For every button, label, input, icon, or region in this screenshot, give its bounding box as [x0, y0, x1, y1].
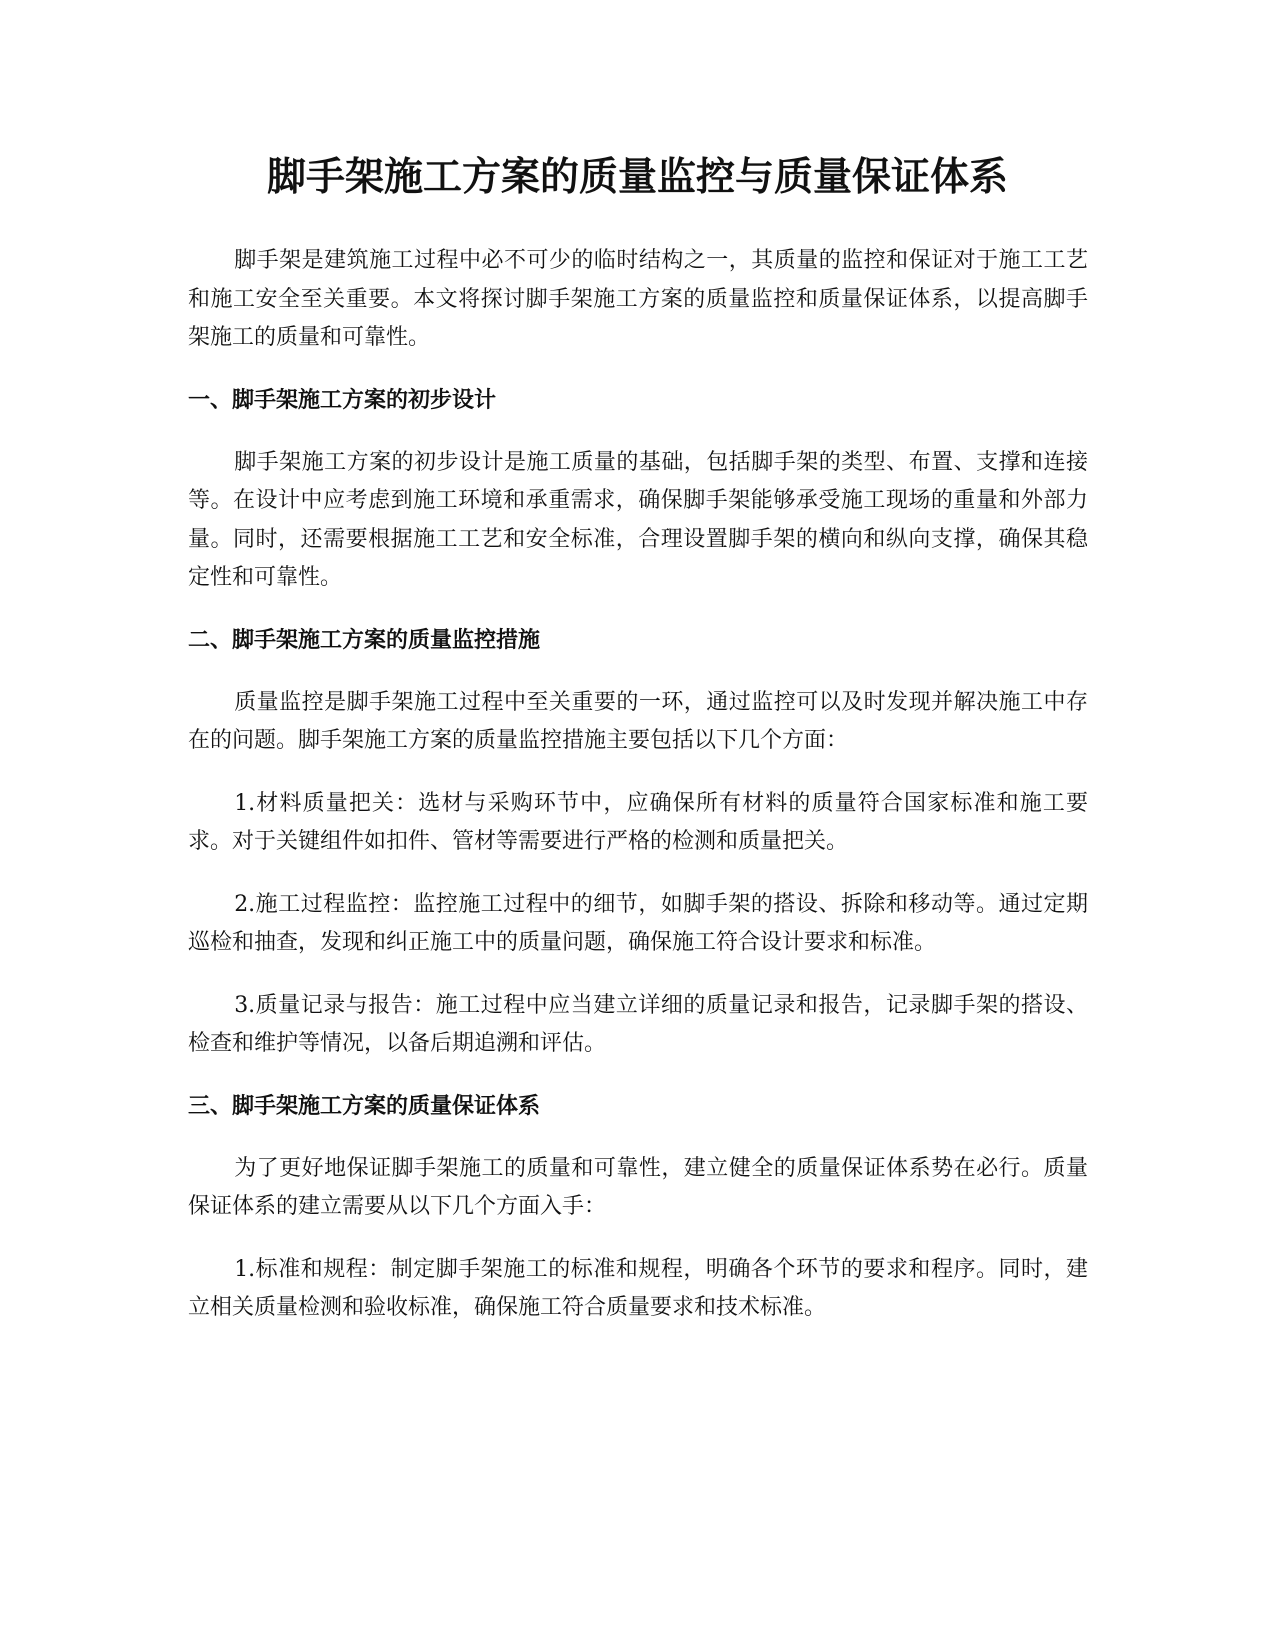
section-2-heading: 二、脚手架施工方案的质量监控措施	[188, 627, 541, 653]
section-2-paragraph: 质量监控是脚手架施工过程中至关重要的一环，通过监控可以及时发现并解决施工中存在的问题。脚手架施工方案的质量监控措施主要包括以下几个方面：	[188, 689, 1088, 753]
section-1-heading: 一、脚手架施工方案的初步设计	[188, 387, 497, 413]
section-3-heading: 三、脚手架施工方案的质量保证体系	[188, 1093, 541, 1119]
section-3-paragraph: 为了更好地保证脚手架施工的质量和可靠性，建立健全的质量保证体系势在必行。质量保证体系的建立需要从以下几个方面入手：	[188, 1155, 1088, 1219]
section-2-item-3: 3.质量记录与报告：施工过程中应当建立详细的质量记录和报告，记录脚手架的搭设、检查和维护等情况，以备后期追溯和评估。	[188, 992, 1088, 1056]
document-body	[188, 242, 1088, 1352]
section-2-item-2: 2.施工过程监控：监控施工过程中的细节，如脚手架的搭设、拆除和移动等。通过定期巡检和抽查，发现和纠正施工中的质量问题，确保施工符合设计要求和标准。	[188, 891, 1088, 955]
intro-paragraph: 脚手架是建筑施工过程中必不可少的临时结构之一，其质量的监控和保证对于施工工艺和施工安全至关重要。本文将探讨脚手架施工方案的质量监控和质量保证体系，以提高脚手架施工的质量和可靠性。	[188, 248, 1088, 350]
document-title: 脚手架施工方案的质量监控与质量保证体系	[266, 155, 1008, 200]
section-2-item-1: 1.材料质量把关：选材与采购环节中，应确保所有材料的质量符合国家标准和施工要求。对于关键组件如扣件、管材等需要进行严格的检测和质量把关。	[188, 790, 1088, 854]
section-3-item-1: 1.标准和规程：制定脚手架施工的标准和规程，明确各个环节的要求和程序。同时，建立相关质量检测和验收标准，确保施工符合质量要求和技术标准。	[188, 1256, 1088, 1320]
section-1-paragraph: 脚手架施工方案的初步设计是施工质量的基础，包括脚手架的类型、布置、支撑和连接等。在设计中应考虑到施工环境和承重需求，确保脚手架能够承受施工现场的重量和外部力量。同时，还需要根据施工工艺和安全标准，合理设置脚手架的横向和纵向支撑，确保其稳定性和可靠性。	[188, 449, 1088, 590]
